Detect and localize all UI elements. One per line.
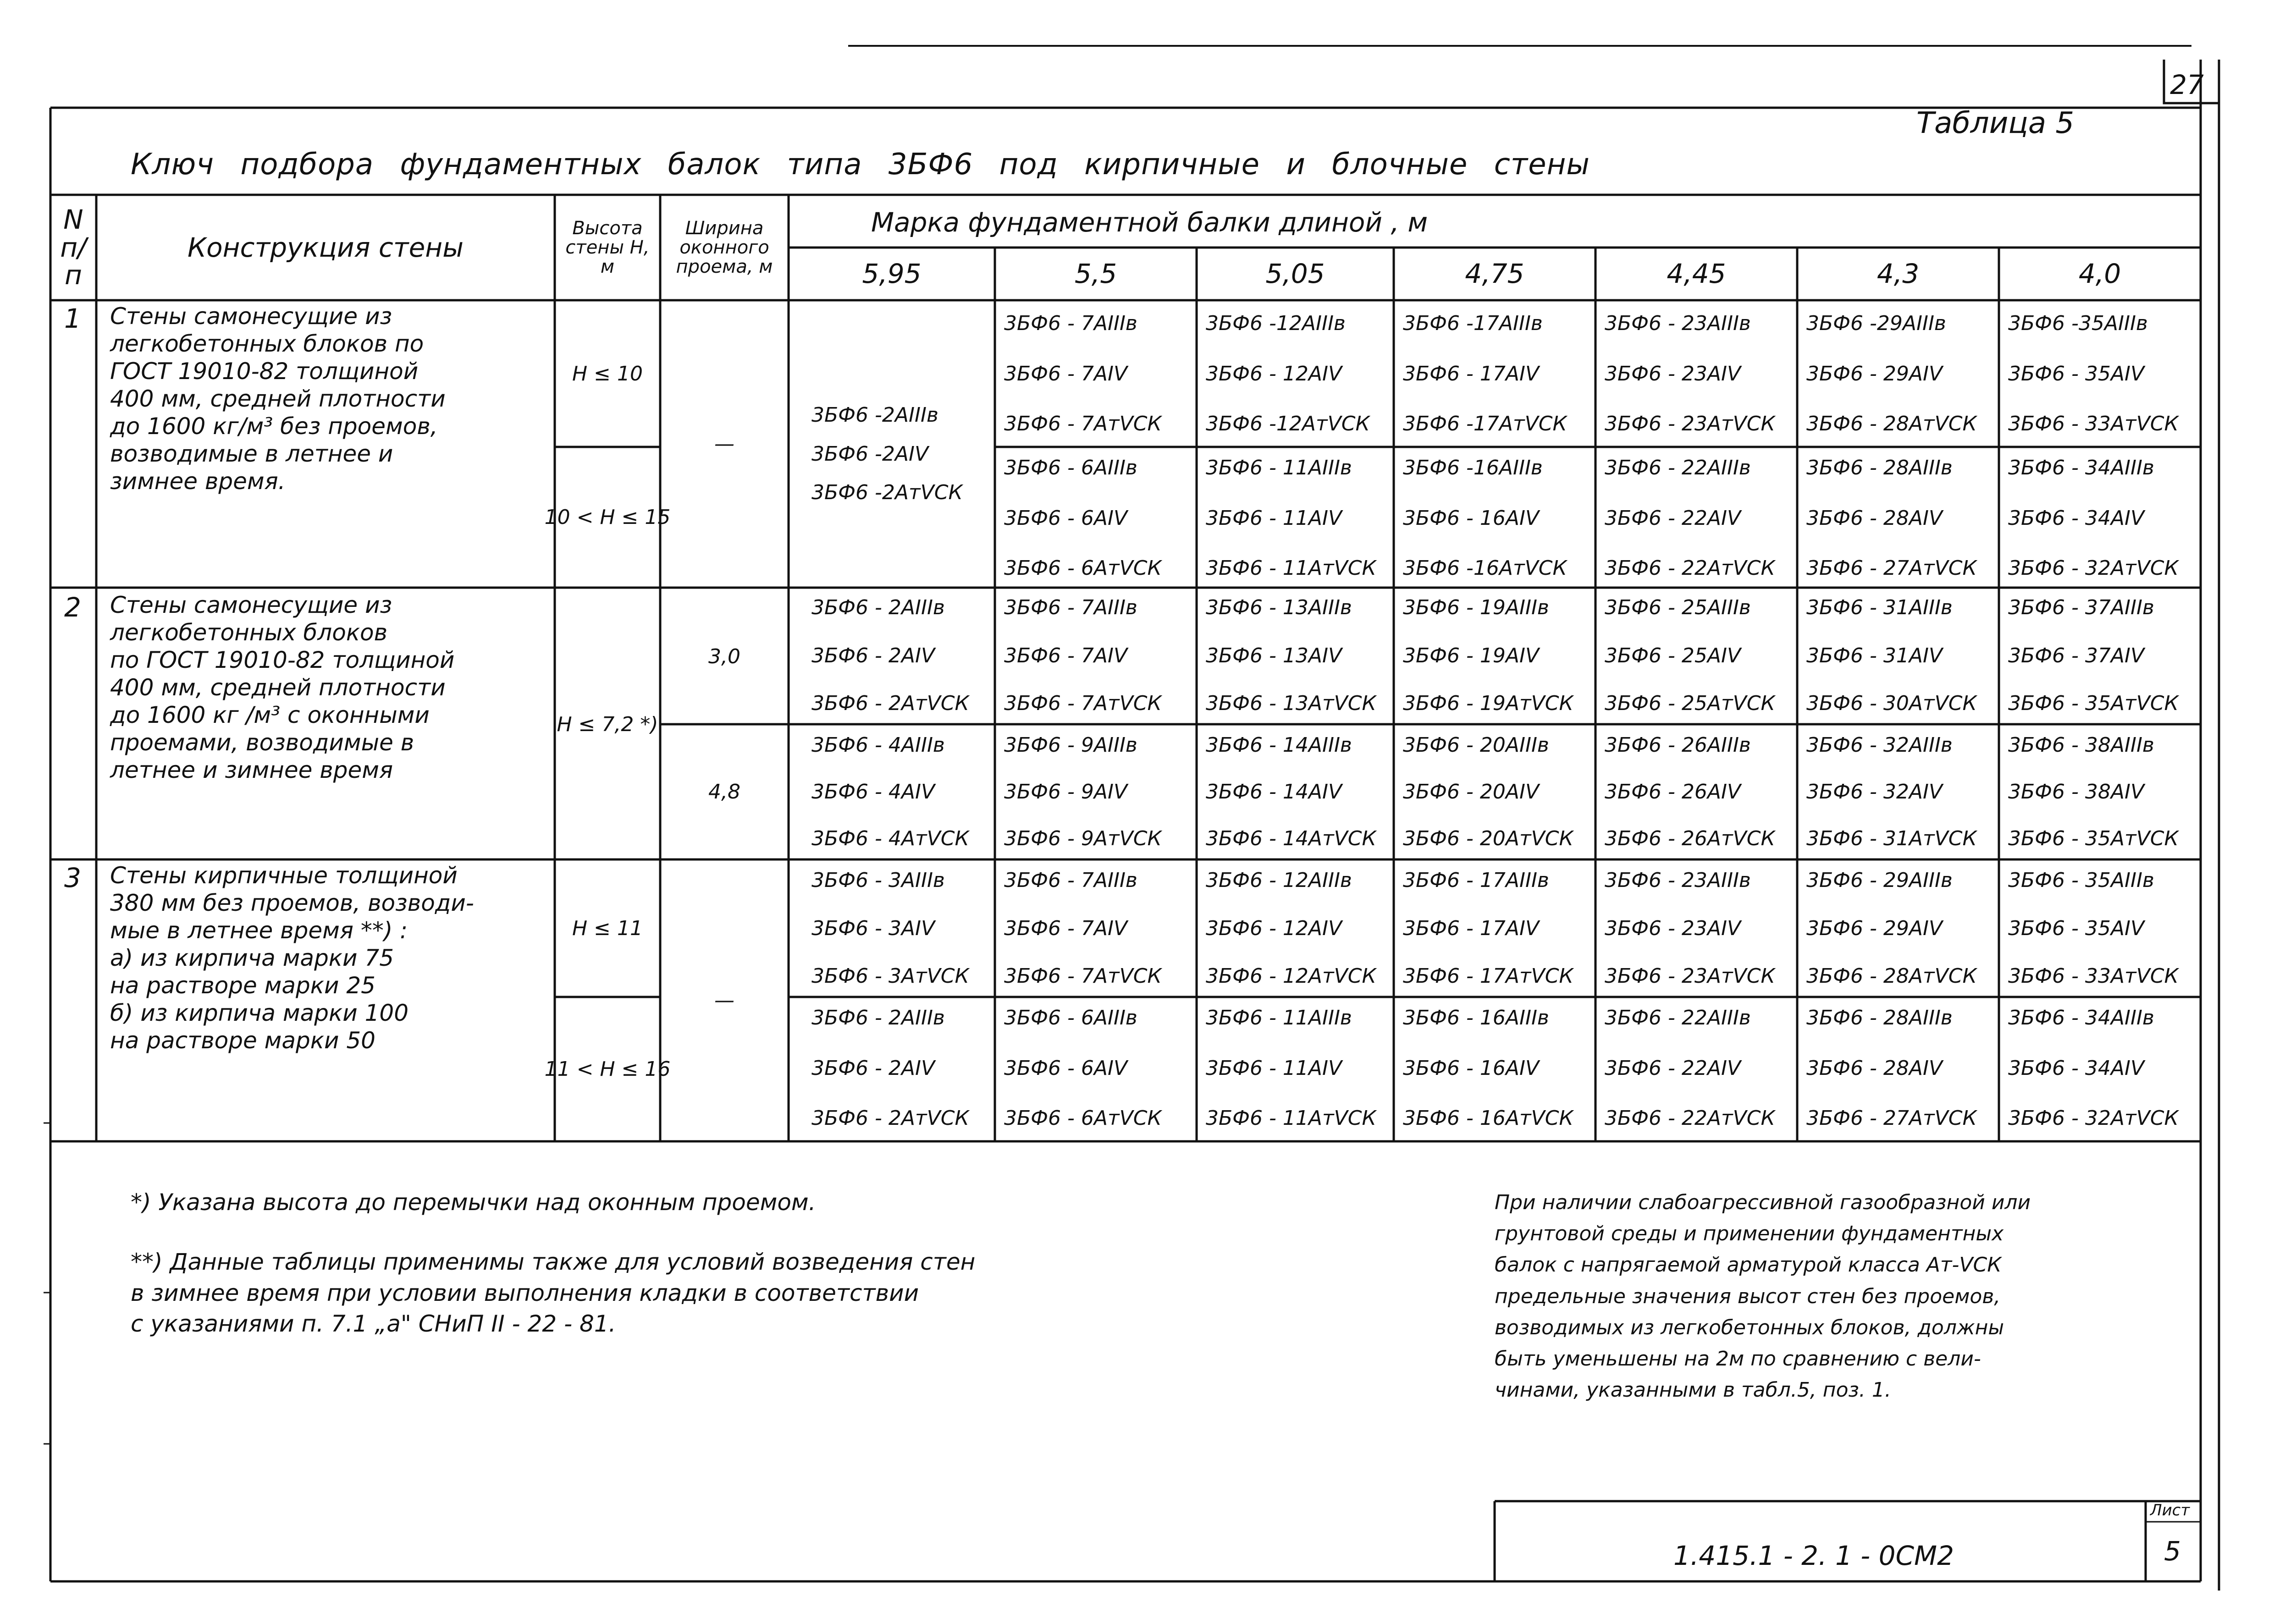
beam-mark: 3БФ6 - 31АтVСК	[1806, 827, 1977, 850]
beam-mark: 3БФ6 - 7АIV	[1004, 644, 1128, 667]
beam-mark: 3БФ6 - 23АтVСК	[1605, 412, 1775, 435]
beam-mark-cell	[1403, 312, 1567, 435]
beam-mark: 3БФ6 -12АтVСК	[1206, 412, 1370, 435]
beam-mark: 3БФ6 - 13АтVСК	[1206, 692, 1376, 715]
beam-mark: 3БФ6 - 7АIIIв	[1004, 869, 1137, 892]
beam-mark: 3БФ6 - 7АIV	[1004, 362, 1128, 385]
beam-mark: 3БФ6 - 13АIIIв	[1206, 596, 1352, 619]
beam-mark-cell	[2008, 869, 2179, 988]
beam-mark-cell	[2008, 312, 2179, 435]
beam-mark-cell	[1004, 733, 1162, 850]
wall-description: Стены самонесущие из легкобетонных блоков по ГОСТ 19010-82 толщиной 400 мм, средней плотности до 1600 кг /м³ с оконными проемами, возводимые в летнее и зимнее время	[110, 592, 455, 783]
beam-mark: 3БФ6 - 38АIV	[2008, 780, 2145, 804]
beam-mark: 3БФ6 - 6АIIIв	[1004, 1006, 1137, 1029]
beam-mark: 3БФ6 - 2АтVСК	[811, 1107, 969, 1130]
opening-width: —	[714, 432, 734, 456]
beam-mark-cell	[1004, 596, 1162, 715]
beam-mark-cell	[1403, 456, 1567, 580]
beam-mark: 3БФ6 - 6АIV	[1004, 1056, 1128, 1080]
page-number: 27	[2170, 69, 2204, 100]
beam-mark: 3БФ6 - 17АIIIв	[1403, 869, 1549, 892]
beam-mark: 3БФ6 - 28АтVСК	[1806, 964, 1977, 988]
beam-mark: 3БФ6 - 33АтVСК	[2008, 412, 2179, 435]
beam-mark-cell	[811, 869, 969, 988]
beam-mark: 3БФ6 -35АIIIв	[2008, 312, 2148, 335]
beam-mark: 3БФ6 - 9АIIIв	[1004, 733, 1137, 757]
beam-mark: 3БФ6 -17АтVСК	[1403, 412, 1567, 435]
length-header: 5,95	[862, 258, 922, 290]
beam-mark: 3БФ6 - 35АIV	[2008, 362, 2145, 385]
beam-mark: 3БФ6 - 35АIV	[2008, 916, 2145, 940]
beam-mark-cell	[1206, 596, 1376, 715]
header-construction: Конструкция стены	[187, 231, 464, 263]
beam-mark: 3БФ6 - 13АIV	[1206, 644, 1342, 667]
beam-mark: 3БФ6 - 32АтVСК	[2008, 1107, 2179, 1130]
header-opening: Ширина оконного проема, м	[676, 218, 773, 277]
beam-mark: 3БФ6 - 9АIV	[1004, 780, 1128, 804]
beam-mark-cell	[1004, 456, 1162, 580]
beam-mark: 3БФ6 -29АIIIв	[1806, 312, 1946, 335]
beam-mark: 3БФ6 - 19АIIIв	[1403, 596, 1549, 619]
beam-mark-cell	[1605, 1006, 1775, 1130]
beam-mark: 3БФ6 - 9АтVСК	[1004, 827, 1162, 850]
beam-mark: 3БФ6 - 20АIIIв	[1403, 733, 1549, 757]
beam-mark: 3БФ6 -17АIIIв	[1403, 312, 1543, 335]
beam-mark-cell	[1806, 1006, 1977, 1130]
beam-mark: 3БФ6 - 32АIV	[1806, 780, 1943, 804]
beam-mark-cell	[1806, 596, 1977, 715]
row-number: 3	[64, 862, 81, 893]
beam-mark: 3БФ6 - 31АIIIв	[1806, 596, 1953, 619]
sheet-number: 5	[2164, 1536, 2181, 1567]
beam-mark: 3БФ6 - 32АтVСК	[2008, 556, 2179, 580]
beam-mark: 3БФ6 - 25АIIIв	[1605, 596, 1751, 619]
length-header: 4,0	[2078, 258, 2121, 290]
beam-mark: 3БФ6 - 7АтVСК	[1004, 412, 1162, 435]
beam-mark: 3БФ6 -2АтVСК	[811, 481, 963, 504]
footnote-2: **) Данные таблицы применимы также для условий возведения стен в зимнее время при условии выполнения кладки в соответствии с указаниями п. 7.1 „а" СНиП II - 22 - 81.	[131, 1249, 976, 1337]
beam-mark: 3БФ6 - 17АIV	[1403, 362, 1540, 385]
beam-mark-cell	[1206, 1006, 1376, 1130]
beam-mark-cell	[2008, 733, 2179, 850]
beam-mark: 3БФ6 - 22АIV	[1605, 1056, 1741, 1080]
beam-mark-cell	[811, 596, 969, 715]
beam-mark: 3БФ6 - 19АIV	[1403, 644, 1540, 667]
height-condition: H ≤ 7,2 *)	[557, 712, 658, 736]
beam-mark: 3БФ6 - 7АIV	[1004, 916, 1128, 940]
beam-mark: 3БФ6 - 30АтVСК	[1806, 692, 1977, 715]
beam-mark: 3БФ6 - 3АIV	[811, 916, 935, 940]
beam-mark: 3БФ6 - 31АIV	[1806, 644, 1943, 667]
length-header: 4,3	[1877, 258, 1920, 290]
beam-mark-cell	[1806, 733, 1977, 850]
beam-mark-cell	[1403, 733, 1573, 850]
beam-mark: 3БФ6 - 23АIIIв	[1605, 869, 1751, 892]
beam-mark: 3БФ6 - 7АтVСК	[1004, 964, 1162, 988]
beam-mark: 3БФ6 - 33АтVСК	[2008, 964, 2179, 988]
beam-mark: 3БФ6 - 16АIV	[1403, 1056, 1540, 1080]
beam-mark: 3БФ6 - 11АтVСК	[1206, 556, 1376, 580]
beam-mark: 3БФ6 - 22АIIIв	[1605, 1006, 1751, 1029]
beam-mark-cell	[1206, 312, 1370, 435]
wall-description: Стены самонесущие из легкобетонных блоков по ГОСТ 19010-82 толщиной 400 мм, средней плотности до 1600 кг/м³ без проемов, возводимые в летнее и зимнее время.	[110, 303, 446, 495]
beam-mark: 3БФ6 - 2АIV	[811, 644, 935, 667]
beam-mark-cell	[1403, 596, 1573, 715]
beam-mark: 3БФ6 -12АIIIв	[1206, 312, 1346, 335]
beam-mark: 3БФ6 - 6АIIIв	[1004, 456, 1137, 479]
beam-mark: 3БФ6 - 35АтVСК	[2008, 827, 2179, 850]
footnote-1: *) Указана высота до перемычки над оконным проемом.	[131, 1189, 816, 1216]
header-mark: Марка фундаментной балки длиной , м	[871, 206, 1428, 238]
beam-mark: 3БФ6 - 28АIIIв	[1806, 1006, 1953, 1029]
beam-mark: 3БФ6 -2АIV	[811, 442, 929, 466]
beam-mark: 3БФ6 - 37АIV	[2008, 644, 2145, 667]
beam-mark-cell	[1605, 312, 1775, 435]
table-label: Таблица 5	[1916, 106, 2075, 140]
beam-mark: 3БФ6 - 11АIV	[1206, 1056, 1342, 1080]
beam-mark: 3БФ6 -16АтVСК	[1403, 556, 1567, 580]
height-condition: H ≤ 11	[572, 916, 643, 940]
beam-mark: 3БФ6 - 6АтVСК	[1004, 556, 1162, 580]
beam-mark: 3БФ6 - 3АтVСК	[811, 964, 969, 988]
beam-mark: 3БФ6 - 28АIV	[1806, 1056, 1943, 1080]
beam-mark: 3БФ6 - 23АIV	[1605, 362, 1741, 385]
beam-mark-cell	[811, 1006, 969, 1130]
length-header: 4,75	[1465, 258, 1524, 290]
opening-width: 4,8	[708, 780, 740, 804]
beam-mark-cell	[1403, 1006, 1573, 1130]
beam-mark: 3БФ6 - 4АтVСК	[811, 827, 969, 850]
beam-mark-cell	[2008, 456, 2179, 580]
beam-mark: 3БФ6 - 12АIIIв	[1206, 869, 1352, 892]
beam-mark: 3БФ6 - 29АIV	[1806, 362, 1943, 385]
beam-mark: 3БФ6 - 12АтVСК	[1206, 964, 1376, 988]
beam-mark: 3БФ6 - 2АтVСК	[811, 692, 969, 715]
beam-mark: 3БФ6 - 11АIV	[1206, 506, 1342, 530]
beam-mark-cell	[1004, 869, 1162, 988]
beam-mark: 3БФ6 - 2АIV	[811, 1056, 935, 1080]
sheet-label: Лист	[2150, 1501, 2190, 1519]
beam-mark: 3БФ6 - 26АIV	[1605, 780, 1741, 804]
beam-mark-cell	[811, 733, 969, 850]
beam-mark: 3БФ6 - 25АтVСК	[1605, 692, 1775, 715]
beam-mark: 3БФ6 - 3АIIIв	[811, 869, 945, 892]
beam-mark: 3БФ6 - 7АIIIв	[1004, 596, 1137, 619]
beam-mark: 3БФ6 - 11АтVСК	[1206, 1107, 1376, 1130]
beam-mark: 3БФ6 - 34АIV	[2008, 506, 2145, 530]
beam-mark: 3БФ6 - 11АIIIв	[1206, 456, 1352, 479]
height-condition: H ≤ 10	[572, 362, 643, 385]
beam-mark: 3БФ6 - 12АIV	[1206, 362, 1342, 385]
beam-mark-cell	[2008, 596, 2179, 715]
beam-mark: 3БФ6 - 17АIV	[1403, 916, 1540, 940]
opening-width: 3,0	[708, 645, 740, 668]
height-condition: 11 < H ≤ 16	[544, 1057, 671, 1081]
table-title: Ключ подбора фундаментных балок типа 3БФ6 под кирпичные и блочные стены	[131, 148, 1590, 182]
beam-mark: 3БФ6 - 37АIIIв	[2008, 596, 2154, 619]
beam-mark: 3БФ6 - 23АтVСК	[1605, 964, 1775, 988]
beam-mark: 3БФ6 - 7АтVСК	[1004, 692, 1162, 715]
height-condition: 10 < H ≤ 15	[544, 506, 671, 529]
beam-mark: 3БФ6 - 14АIV	[1206, 780, 1342, 804]
beam-mark: 3БФ6 - 17АтVСК	[1403, 964, 1573, 988]
beam-mark: 3БФ6 - 26АIIIв	[1605, 733, 1751, 757]
beam-mark: 3БФ6 - 23АIIIв	[1605, 312, 1751, 335]
beam-mark: 3БФ6 - 26АтVСК	[1605, 827, 1775, 850]
beam-mark: 3БФ6 - 22АтVСК	[1605, 1107, 1775, 1130]
beam-mark: 3БФ6 - 25АIV	[1605, 644, 1741, 667]
beam-mark: 3БФ6 - 20АтVСК	[1403, 827, 1573, 850]
beam-mark: 3БФ6 - 35АIIIв	[2008, 869, 2154, 892]
beam-mark: 3БФ6 -16АIIIв	[1403, 456, 1543, 479]
beam-mark: 3БФ6 -2АIIIв	[811, 403, 938, 427]
beam-mark: 3БФ6 - 22АтVСК	[1605, 556, 1775, 580]
beam-mark-cell	[1605, 596, 1775, 715]
opening-width: —	[714, 989, 734, 1012]
beam-mark: 3БФ6 - 22АIV	[1605, 506, 1741, 530]
beam-mark: 3БФ6 - 34АIV	[2008, 1056, 2145, 1080]
length-header: 4,45	[1667, 258, 1726, 290]
beam-mark: 3БФ6 - 6АIV	[1004, 506, 1128, 530]
beam-mark-cell	[1806, 869, 1977, 988]
beam-mark: 3БФ6 - 27АтVСК	[1806, 556, 1977, 580]
beam-mark: 3БФ6 - 12АIV	[1206, 916, 1342, 940]
header-height: Высота стены H, м	[565, 218, 650, 277]
beam-mark: 3БФ6 - 34АIIIв	[2008, 456, 2154, 479]
beam-mark: 3БФ6 - 35АтVСК	[2008, 692, 2179, 715]
length-header: 5,5	[1074, 258, 1117, 290]
beam-mark-cell	[1605, 733, 1775, 850]
beam-mark: 3БФ6 - 28АтVСК	[1806, 412, 1977, 435]
beam-mark-cell	[1605, 456, 1775, 580]
beam-mark: 3БФ6 - 29АIIIв	[1806, 869, 1953, 892]
beam-mark-cell	[1806, 312, 1977, 435]
row-number: 2	[64, 592, 81, 623]
beam-mark: 3БФ6 - 29АIV	[1806, 916, 1943, 940]
beam-mark: 3БФ6 - 27АтVСК	[1806, 1107, 1977, 1130]
header-num: N п/п	[60, 204, 87, 291]
beam-mark: 3БФ6 - 4АIV	[811, 780, 935, 804]
beam-mark: 3БФ6 - 19АтVСК	[1403, 692, 1573, 715]
beam-mark-cell	[1004, 312, 1162, 435]
beam-mark: 3БФ6 - 7АIIIв	[1004, 312, 1137, 335]
row-number: 1	[64, 303, 81, 334]
beam-mark: 3БФ6 - 34АIIIв	[2008, 1006, 2154, 1029]
beam-mark: 3БФ6 - 14АтVСК	[1206, 827, 1376, 850]
beam-mark: 3БФ6 - 2АIIIв	[811, 1006, 945, 1029]
beam-mark: 3БФ6 - 2АIIIв	[811, 596, 945, 619]
beam-mark: 3БФ6 - 32АIIIв	[1806, 733, 1953, 757]
beam-mark-cell	[1206, 869, 1376, 988]
beam-mark-cell	[1206, 733, 1376, 850]
beam-mark: 3БФ6 - 28АIIIв	[1806, 456, 1953, 479]
beam-mark: 3БФ6 - 4АIIIв	[811, 733, 945, 757]
beam-mark: 3БФ6 - 16АIIIв	[1403, 1006, 1549, 1029]
beam-mark: 3БФ6 - 28АIV	[1806, 506, 1943, 530]
beam-mark-cell	[811, 403, 963, 504]
beam-mark: 3БФ6 - 22АIIIв	[1605, 456, 1751, 479]
beam-mark-cell	[1806, 456, 1977, 580]
beam-mark: 3БФ6 - 14АIIIв	[1206, 733, 1352, 757]
length-header: 5,05	[1265, 258, 1325, 290]
beam-mark-cell	[1206, 456, 1376, 580]
beam-mark: 3БФ6 - 20АIV	[1403, 780, 1540, 804]
beam-mark: 3БФ6 - 16АIV	[1403, 506, 1540, 530]
side-note: При наличии слабоагрессивной газообразной или грунтовой среды и применении фундаментных балок с напрягаемой арматурой класса Ат-VСК предельные значения высот стен без проемов, возводимых из легкобетонных блоков, должны быть уменьшены на 2м по сравнению с вели- чинами, указанными в табл.5, поз. 1.	[1495, 1191, 2031, 1402]
beam-mark-cell	[2008, 1006, 2179, 1130]
beam-mark: 3БФ6 - 11АIIIв	[1206, 1006, 1352, 1029]
wall-description: Стены кирпичные толщиной 380 мм без проемов, возводи- мые в летнее время **) : а) из кирпича марки 75 на растворе марки 25 б) из кирпича марки 100 на растворе марки 50	[110, 862, 474, 1054]
beam-mark-cell	[1403, 869, 1573, 988]
beam-mark: 3БФ6 - 23АIV	[1605, 916, 1741, 940]
beam-mark-cell	[1605, 869, 1775, 988]
beam-mark: 3БФ6 - 38АIIIв	[2008, 733, 2154, 757]
beam-mark: 3БФ6 - 6АтVСК	[1004, 1107, 1162, 1130]
beam-mark-cell	[1004, 1006, 1162, 1130]
beam-mark: 3БФ6 - 16АтVСК	[1403, 1107, 1573, 1130]
document-code: 1.415.1 - 2. 1 - 0СМ2	[1673, 1540, 1954, 1571]
